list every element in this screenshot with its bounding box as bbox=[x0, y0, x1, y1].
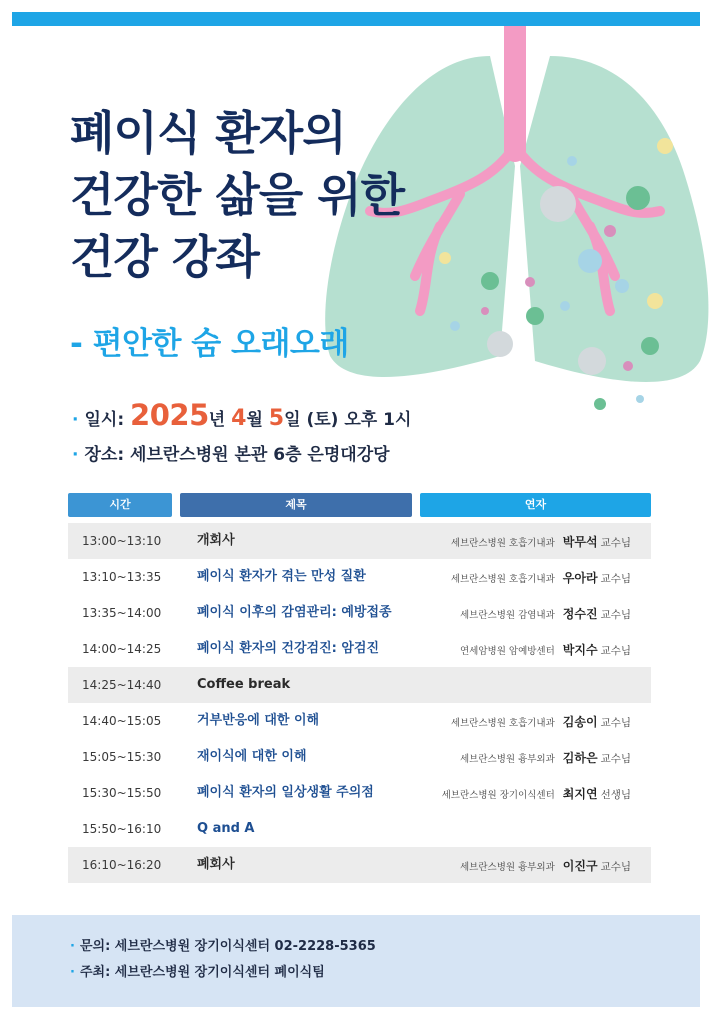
footer-host bbox=[70, 961, 325, 980]
row-time: 15:05~15:30 bbox=[82, 750, 162, 764]
table-row bbox=[68, 559, 651, 595]
bullet-icon: · bbox=[72, 445, 79, 465]
row-title: Coffee break bbox=[197, 677, 291, 692]
row-time: 16:10~16:20 bbox=[82, 858, 162, 872]
row-title: 폐이식 환자가 겪는 만성 질환 bbox=[197, 569, 366, 584]
speaker-name: 박무석 bbox=[562, 535, 598, 549]
speaker-name: 김하은 bbox=[562, 751, 598, 765]
date-year: 2025 bbox=[130, 398, 209, 432]
title-line-2: 건강한 삶을 위한 bbox=[70, 168, 405, 222]
date-day-unit: 일 bbox=[284, 410, 301, 430]
row-title: 폐이식 환자의 건강검진: 암검진 bbox=[197, 641, 380, 656]
row-speaker bbox=[460, 739, 631, 778]
table-row bbox=[68, 775, 651, 811]
speaker-role: 교수님 bbox=[600, 717, 631, 729]
table-row bbox=[68, 667, 651, 703]
row-title: 폐회사 bbox=[197, 857, 235, 872]
header-time: 시간 bbox=[68, 493, 172, 517]
inquiry-text: 문의: 세브란스병원 장기이식센터 02-2228-5365 bbox=[79, 939, 376, 954]
table-row bbox=[68, 847, 651, 883]
date-month-unit: 월 bbox=[246, 410, 263, 430]
row-title: 폐이식 환자의 일상생활 주의점 bbox=[197, 785, 374, 800]
speaker-role: 교수님 bbox=[600, 753, 631, 765]
speaker-role: 선생님 bbox=[600, 789, 631, 801]
speaker-role: 교수님 bbox=[600, 645, 631, 657]
schedule-header bbox=[68, 493, 651, 517]
row-speaker bbox=[442, 775, 631, 814]
speaker-affiliation: 연세암병원 암예방센터 bbox=[459, 646, 555, 657]
row-title: 재이식에 대한 이해 bbox=[197, 749, 307, 764]
table-row bbox=[68, 811, 651, 847]
event-place bbox=[72, 440, 390, 465]
poster-title bbox=[70, 102, 630, 288]
row-speaker bbox=[460, 847, 631, 886]
speaker-name: 정수진 bbox=[562, 607, 598, 621]
header-speaker: 연자 bbox=[420, 493, 651, 517]
speaker-role: 교수님 bbox=[600, 861, 631, 873]
row-time: 15:50~16:10 bbox=[82, 822, 162, 836]
speaker-affiliation: 세브란스병원 호흡기내과 bbox=[450, 718, 555, 729]
row-speaker bbox=[460, 595, 631, 634]
speaker-name: 우아라 bbox=[562, 571, 598, 585]
row-speaker bbox=[451, 703, 631, 742]
bullet-icon: · bbox=[70, 939, 75, 954]
speaker-affiliation: 세브란스병원 호흡기내과 bbox=[450, 574, 555, 585]
speaker-affiliation: 세브란스병원 감염내과 bbox=[459, 610, 555, 621]
date-label: 일시: bbox=[84, 410, 125, 430]
host-text: 주최: 세브란스병원 장기이식센터 폐이식팀 bbox=[79, 965, 325, 980]
row-title: 개회사 bbox=[197, 533, 235, 548]
place-label: 장소: bbox=[84, 445, 125, 465]
speaker-name: 박지수 bbox=[562, 643, 598, 657]
row-time: 14:40~15:05 bbox=[82, 714, 162, 728]
table-row bbox=[68, 523, 651, 559]
speaker-affiliation: 세브란스병원 장기이식센터 bbox=[441, 790, 555, 801]
speaker-name: 김송이 bbox=[562, 715, 598, 729]
date-rest: (토) 오후 1시 bbox=[306, 410, 412, 430]
bullet-icon: · bbox=[72, 410, 79, 430]
schedule-table bbox=[68, 493, 651, 883]
row-title: 거부반응에 대한 이해 bbox=[197, 713, 320, 728]
date-month: 4 bbox=[231, 406, 247, 431]
row-time: 14:00~14:25 bbox=[82, 642, 162, 656]
row-time: 13:00~13:10 bbox=[82, 534, 162, 548]
speaker-role: 교수님 bbox=[600, 609, 631, 621]
speaker-name: 이진구 bbox=[562, 859, 598, 873]
table-row bbox=[68, 595, 651, 631]
row-speaker bbox=[451, 523, 631, 562]
table-row bbox=[68, 631, 651, 667]
date-year-unit: 년 bbox=[208, 410, 226, 430]
footer-inquiry bbox=[70, 935, 376, 954]
row-speaker bbox=[451, 559, 631, 598]
row-title: Q and A bbox=[197, 821, 255, 836]
speaker-role: 교수님 bbox=[600, 573, 631, 585]
poster-subtitle: - 편안한 숨 오래오래 bbox=[70, 326, 349, 362]
bullet-icon: · bbox=[70, 965, 75, 980]
speaker-affiliation: 세브란스병원 흉부외과 bbox=[459, 862, 555, 873]
row-time: 13:10~13:35 bbox=[82, 570, 162, 584]
row-time: 13:35~14:00 bbox=[82, 606, 162, 620]
row-speaker bbox=[460, 631, 631, 670]
speaker-affiliation: 세브란스병원 호흡기내과 bbox=[450, 538, 555, 549]
row-title: 폐이식 이후의 감염관리: 예방접종 bbox=[197, 605, 392, 620]
speaker-affiliation: 세브란스병원 흉부외과 bbox=[459, 754, 555, 765]
date-day: 5 bbox=[268, 406, 285, 431]
speaker-name: 최지연 bbox=[562, 787, 598, 801]
footer-info-box bbox=[12, 915, 700, 1007]
title-line-3: 건강 강좌 bbox=[70, 230, 259, 284]
title-line-1: 폐이식 환자의 bbox=[70, 106, 346, 160]
event-date bbox=[72, 398, 411, 432]
header-title: 제목 bbox=[180, 493, 412, 517]
row-time: 15:30~15:50 bbox=[82, 786, 162, 800]
place-value: 세브란스병원 본관 6층 은명대강당 bbox=[130, 445, 390, 465]
top-accent-bar bbox=[12, 12, 700, 26]
speaker-role: 교수님 bbox=[600, 537, 631, 549]
table-row bbox=[68, 703, 651, 739]
table-row bbox=[68, 739, 651, 775]
row-time: 14:25~14:40 bbox=[82, 678, 162, 692]
